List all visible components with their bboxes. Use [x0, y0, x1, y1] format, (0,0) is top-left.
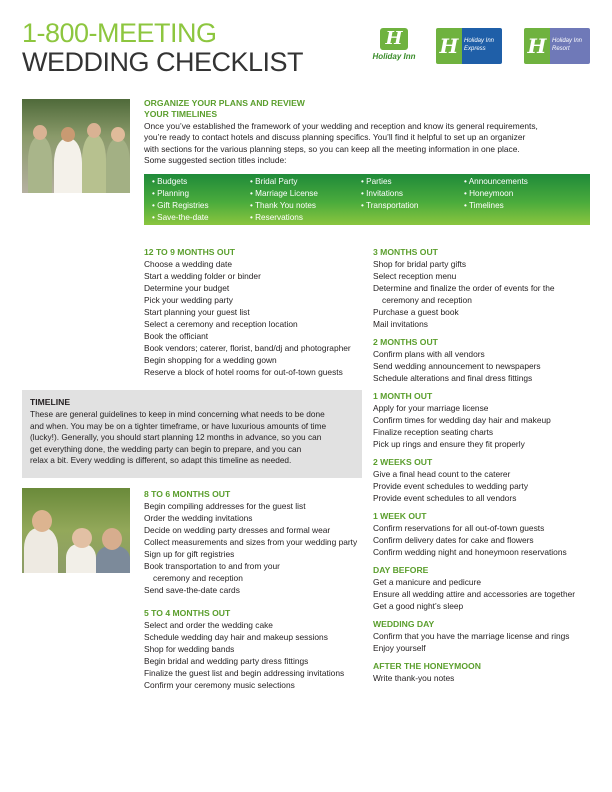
resort-logo-text: [550, 28, 590, 64]
organize-heading-line2: YOUR TIMELINES: [144, 109, 218, 119]
section-titles-box: [144, 174, 590, 225]
intro-line: you’re ready to contact hotels and discuss planning specifics. You’ll find it helpful to set up an organizer: [144, 132, 526, 143]
resort-logo-line1: Holiday Inn: [552, 38, 583, 44]
checklist-item: Give a final head count to the caterer: [373, 469, 511, 479]
timeline-line: get everything done, the wedding party can begin to prepare, and you can: [30, 443, 302, 454]
checklist-item: Enjoy yourself: [373, 643, 426, 653]
family-photo: [22, 488, 130, 573]
checklist-item: Start planning your guest list: [144, 307, 250, 317]
checklist-item: Provide event schedules to wedding party: [373, 481, 529, 491]
checklist-item: Shop for wedding bands: [144, 644, 235, 654]
express-logo-line2: Express: [464, 46, 486, 52]
checklist-item: Get a good night’s sleep: [373, 601, 464, 611]
checklist-item: Shop for bridal party gifts: [373, 259, 467, 269]
holiday-inn-express-logo: [436, 28, 502, 64]
group-heading: 1 MONTH OUT: [373, 391, 433, 401]
checklist-item: Confirm wedding night and honeymoon reservations: [373, 547, 567, 557]
resort-mark-icon: H: [524, 28, 550, 64]
checklist-item: Sign up for gift registries: [144, 549, 235, 559]
checklist-item: Schedule wedding day hair and makeup sessions: [144, 632, 328, 642]
group-heading: AFTER THE HONEYMOON: [373, 661, 481, 671]
timeline-line: (lucky!). Generally, you should start planning 12 months in advance, so you can: [30, 432, 322, 443]
section-title-item: • Bridal Party: [250, 177, 298, 186]
organize-heading: [144, 98, 305, 120]
checklist-item: Order the wedding invitations: [144, 513, 253, 523]
organize-intro: [144, 121, 586, 167]
checklist-item: Reserve a block of hotel rooms for out-of-town guests: [144, 367, 343, 377]
section-title-item: • Timelines: [464, 201, 504, 210]
checklist-item: Purchase a guest book: [373, 307, 459, 317]
checklist-item: Get a manicure and pedicure: [373, 577, 482, 587]
page-title-phone: 1-800-MEETING: [22, 18, 217, 48]
timeline-box: [22, 390, 362, 478]
section-title-item: • Invitations: [361, 189, 404, 198]
section-title-item: • Marriage License: [250, 189, 318, 198]
checklist-item: Confirm delivery dates for cake and flowers: [373, 535, 534, 545]
checklist-item: Finalize reception seating charts: [373, 427, 494, 437]
group-heading: 12 TO 9 MONTHS OUT: [144, 247, 236, 257]
checklist-item: Collect measurements and sizes from your wedding party: [144, 537, 358, 547]
checklist-item: Determine and finalize the order of events for the: [373, 283, 555, 293]
holiday-inn-resort-logo: [524, 28, 590, 64]
group-heading: 5 TO 4 MONTHS OUT: [144, 608, 231, 618]
checklist-item: Send save-the-date cards: [144, 585, 240, 595]
group-heading: DAY BEFORE: [373, 565, 429, 575]
group-heading: 1 WEEK OUT: [373, 511, 427, 521]
checklist-item: Finalize the guest list and begin addressing invitations: [144, 668, 345, 678]
group-5-4-months: [144, 607, 344, 691]
checklist-item: ceremony and reception: [153, 573, 243, 583]
timeline-heading: TIMELINE: [30, 397, 71, 407]
checklist-item: Send wedding announcement to newspapers: [373, 361, 541, 371]
checklist-item: Confirm your ceremony music selections: [144, 680, 295, 690]
section-title-item: • Planning: [152, 189, 190, 198]
checklist-item: Pick your wedding party: [144, 295, 233, 305]
section-title-item: • Save-the-date: [152, 213, 209, 222]
group-heading: 8 TO 6 MONTHS OUT: [144, 489, 231, 499]
section-title-item: • Gift Registries: [152, 201, 209, 210]
checklist-item: Decide on wedding party dresses and formal wear: [144, 525, 331, 535]
holiday-inn-logo-text: Holiday Inn: [372, 52, 416, 61]
section-title-item: • Parties: [361, 177, 392, 186]
checklist-item: Confirm plans with all vendors: [373, 349, 485, 359]
group-heading: 2 WEEKS OUT: [373, 457, 433, 467]
express-logo-text: [462, 28, 502, 64]
page-title: WEDDING CHECKLIST: [22, 47, 304, 77]
resort-logo-line2: Resort: [552, 46, 570, 52]
checklist-item: ceremony and reception: [382, 295, 472, 305]
checklist-item: Start a wedding folder or binder: [144, 271, 261, 281]
checklist-item: Pick up rings and ensure they fit properly: [373, 439, 525, 449]
organize-heading-line1: ORGANIZE YOUR PLANS AND REVIEW: [144, 98, 305, 108]
group-12-9-months: [144, 246, 351, 378]
checklist-item: Write thank-you notes: [373, 673, 455, 683]
checklist-item: Determine your budget: [144, 283, 230, 293]
checklist-item: Select and order the wedding cake: [144, 620, 273, 630]
section-title-item: • Budgets: [152, 177, 188, 186]
intro-line: Some suggested section titles include:: [144, 155, 287, 166]
section-title-item: • Thank You notes: [250, 201, 316, 210]
checklist-item: Choose a wedding date: [144, 259, 233, 269]
group-8-6-months: [144, 488, 357, 596]
checklist-item: Select reception menu: [373, 271, 457, 281]
checklist-item: Begin bridal and wedding party dress fittings: [144, 656, 309, 666]
checklist-item: Confirm that you have the marriage license and rings: [373, 631, 570, 641]
holiday-inn-logo: [368, 28, 420, 64]
checklist-item: Begin compiling addresses for the guest list: [144, 501, 306, 511]
checklist-item: Confirm reservations for all out-of-town guests: [373, 523, 545, 533]
checklist-item: Select a ceremony and reception location: [144, 319, 298, 329]
group-heading: 2 MONTHS OUT: [373, 337, 438, 347]
checklist-item: Apply for your marriage license: [373, 403, 489, 413]
checklist-item: Book the officiant: [144, 331, 209, 341]
intro-line: with sections for the various planning steps, so you can keep all the meeting information in one place.: [144, 143, 520, 154]
section-title-item: • Honeymoon: [464, 189, 514, 198]
checklist-item: Ensure all wedding attire and accessories are together: [373, 589, 576, 599]
timeline-line: and when. You may be on a tighter timeframe, or have luxurious amounts of time: [30, 420, 327, 431]
section-title-item: • Reservations: [250, 213, 303, 222]
right-checklist-column: [373, 246, 575, 684]
checklist-item: Confirm times for wedding day hair and makeup: [373, 415, 551, 425]
checklist-item: Provide event schedules to all vendors: [373, 493, 517, 503]
timeline-body: [30, 409, 354, 467]
group-heading: WEDDING DAY: [373, 619, 435, 629]
checklist-item: Schedule alterations and final dress fittings: [373, 373, 533, 383]
intro-line: Once you’ve established the framework of your wedding and reception and know its general requirements,: [144, 121, 538, 131]
timeline-line: These are general guidelines to keep in mind concerning what needs to be done: [30, 409, 325, 419]
holiday-inn-mark-icon: H: [380, 28, 408, 50]
checklist-item: Mail invitations: [373, 319, 428, 329]
express-logo-line1: Holiday Inn: [464, 38, 495, 44]
bridal-party-photo: [22, 99, 130, 193]
group-heading: 3 MONTHS OUT: [373, 247, 438, 257]
checklist-item: Book vendors; caterer, florist, band/dj and photographer: [144, 343, 351, 353]
section-title-item: • Transportation: [361, 201, 419, 210]
checklist-item: Begin shopping for a wedding gown: [144, 355, 277, 365]
express-mark-icon: H: [436, 28, 462, 64]
timeline-line: relax a bit. Every wedding is different, so adapt this timeline as needed.: [30, 455, 292, 466]
checklist-item: Book transportation to and from your: [144, 561, 280, 571]
section-title-item: • Announcements: [464, 177, 528, 186]
